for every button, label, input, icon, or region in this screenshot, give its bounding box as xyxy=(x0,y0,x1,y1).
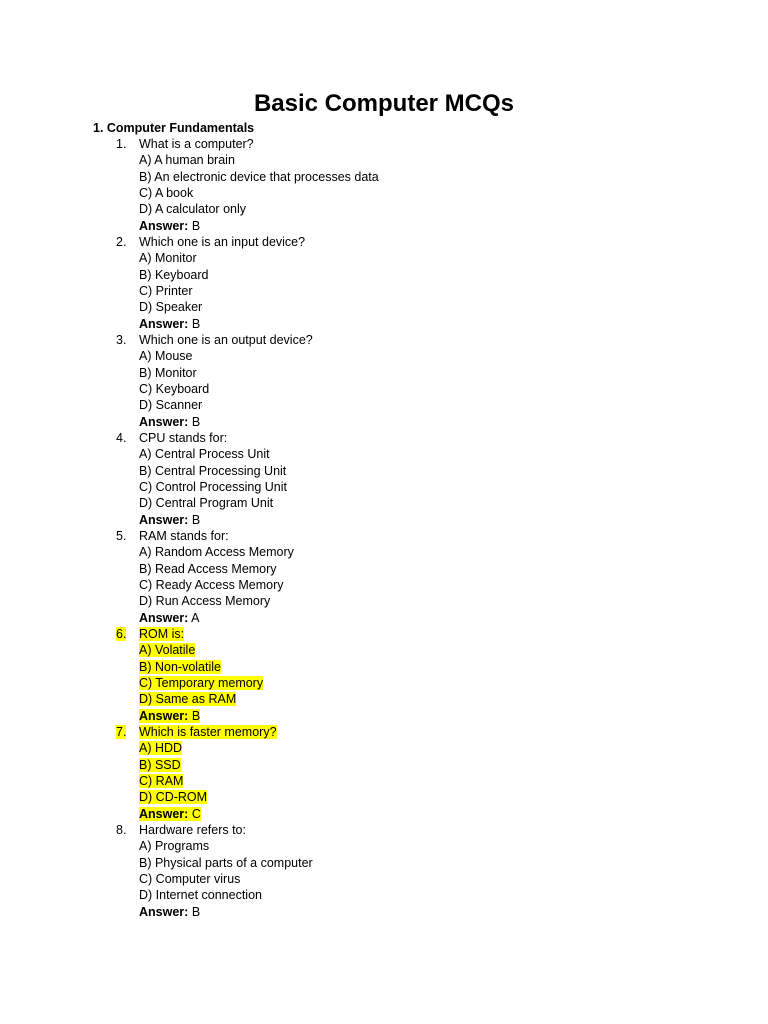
question-number-text: 2. xyxy=(116,235,127,249)
option-a xyxy=(139,152,235,168)
answer-value: B xyxy=(191,414,201,429)
option-text: C) Keyboard xyxy=(139,381,210,396)
question-text xyxy=(139,528,229,544)
question-number-text: 6. xyxy=(116,627,127,641)
question-item xyxy=(0,626,768,724)
option-text: A) HDD xyxy=(139,741,183,756)
option-d xyxy=(139,691,236,707)
option-b xyxy=(139,659,221,675)
question-text-content: Hardware refers to: xyxy=(139,823,246,837)
option-c xyxy=(139,577,283,593)
option-text: B) SSD xyxy=(139,757,181,772)
question-text-content: Which one is an output device? xyxy=(139,333,313,347)
question-number xyxy=(116,822,126,838)
question-item xyxy=(0,822,768,920)
answer-label: Answer: xyxy=(139,904,189,919)
option-b xyxy=(139,267,208,283)
question-number xyxy=(116,136,126,152)
answer-value: C xyxy=(191,806,201,821)
option-text: C) RAM xyxy=(139,773,184,788)
page-title: Basic Computer MCQs xyxy=(253,90,515,117)
answer-label: Answer: xyxy=(139,512,189,527)
option-a xyxy=(139,446,270,462)
option-b xyxy=(139,757,181,773)
option-text: D) Run Access Memory xyxy=(139,594,271,609)
option-d xyxy=(139,299,202,315)
question-number xyxy=(116,528,126,544)
option-text: D) Central Program Unit xyxy=(139,496,274,511)
option-text: B) Physical parts of a computer xyxy=(139,855,313,870)
question-text-content: ROM is: xyxy=(139,627,185,641)
question-number xyxy=(116,724,126,740)
question-text xyxy=(139,430,227,446)
option-c xyxy=(139,283,192,299)
option-b xyxy=(139,169,379,185)
answer-value: B xyxy=(191,512,201,527)
question-number-text: 1. xyxy=(116,137,127,151)
option-text: C) Temporary memory xyxy=(139,675,264,690)
option-text: B) Monitor xyxy=(139,365,197,380)
option-text: B) Central Processing Unit xyxy=(139,463,287,478)
option-a xyxy=(139,348,193,364)
question-text xyxy=(139,724,277,740)
answer-value: B xyxy=(191,218,201,233)
answer xyxy=(139,317,200,331)
option-text: A) A human brain xyxy=(139,153,235,168)
question-text xyxy=(139,822,246,838)
answer-label: Answer: xyxy=(139,316,189,331)
question-number-text: 4. xyxy=(116,431,127,445)
answer-line xyxy=(139,904,200,920)
question-number xyxy=(116,626,126,642)
option-text: C) Ready Access Memory xyxy=(139,577,284,592)
answer-value: B xyxy=(191,904,201,919)
question-number-text: 8. xyxy=(116,823,127,837)
option-c xyxy=(139,381,209,397)
option-text: B) An electronic device that processes data xyxy=(139,169,379,184)
question-list xyxy=(0,136,768,920)
question-text-content: Which is faster memory? xyxy=(139,725,277,739)
option-text: A) Central Process Unit xyxy=(139,447,270,462)
question-text-content: Which one is an input device? xyxy=(139,235,306,249)
option-text: A) Mouse xyxy=(139,349,193,364)
question-item xyxy=(0,234,768,332)
answer-label: Answer: xyxy=(139,218,189,233)
option-text: D) Same as RAM xyxy=(139,692,237,707)
option-text: D) Internet connection xyxy=(139,888,262,903)
option-b xyxy=(139,463,286,479)
option-text: B) Keyboard xyxy=(139,267,209,282)
answer xyxy=(139,807,201,821)
option-text: A) Random Access Memory xyxy=(139,545,294,560)
option-d xyxy=(139,201,246,217)
option-c xyxy=(139,479,287,495)
answer-line xyxy=(139,218,200,234)
option-text: D) Speaker xyxy=(139,300,203,315)
option-a xyxy=(139,250,197,266)
section-heading: 1. Computer Fundamentals xyxy=(93,121,255,135)
option-text: C) Printer xyxy=(139,283,193,298)
option-b xyxy=(139,365,197,381)
question-item xyxy=(0,430,768,528)
option-c xyxy=(139,675,263,691)
answer-line xyxy=(139,316,200,332)
question-text xyxy=(139,136,254,152)
option-b xyxy=(139,561,277,577)
option-c xyxy=(139,773,183,789)
option-b xyxy=(139,855,313,871)
option-text: D) A calculator only xyxy=(139,202,246,217)
option-a xyxy=(139,544,294,560)
answer xyxy=(139,905,200,919)
answer-value: B xyxy=(191,316,201,331)
option-d xyxy=(139,397,202,413)
question-number xyxy=(116,332,126,348)
answer-line xyxy=(139,708,200,724)
option-text: C) A book xyxy=(139,185,194,200)
question-text xyxy=(139,234,305,250)
question-text-content: RAM stands for: xyxy=(139,529,229,543)
option-d xyxy=(139,495,273,511)
answer xyxy=(139,513,200,527)
option-text: C) Control Processing Unit xyxy=(139,479,287,494)
option-d xyxy=(139,789,207,805)
question-number xyxy=(116,430,126,446)
option-text: A) Volatile xyxy=(139,643,196,658)
question-text xyxy=(139,626,184,642)
option-text: B) Read Access Memory xyxy=(139,561,277,576)
answer-line xyxy=(139,414,200,430)
answer xyxy=(139,611,199,625)
answer-label: Answer: xyxy=(139,610,189,625)
answer-label: Answer: xyxy=(139,806,189,821)
option-a xyxy=(139,838,209,854)
option-text: D) CD-ROM xyxy=(139,790,208,805)
option-text: D) Scanner xyxy=(139,398,203,413)
option-c xyxy=(139,185,193,201)
question-text xyxy=(139,332,313,348)
option-a xyxy=(139,740,182,756)
question-number xyxy=(116,234,126,250)
question-item xyxy=(0,136,768,234)
question-item xyxy=(0,528,768,626)
answer-label: Answer: xyxy=(139,414,189,429)
option-c xyxy=(139,871,240,887)
question-number-text: 5. xyxy=(116,529,127,543)
option-a xyxy=(139,642,195,658)
question-text-content: What is a computer? xyxy=(139,137,254,151)
answer-line xyxy=(139,512,200,528)
option-text: A) Monitor xyxy=(139,251,197,266)
answer-value: A xyxy=(191,610,200,625)
option-d xyxy=(139,887,262,903)
answer-value: B xyxy=(191,708,201,723)
option-text: B) Non-volatile xyxy=(139,659,221,674)
answer-line xyxy=(139,610,199,626)
answer xyxy=(139,219,200,233)
answer-label: Answer: xyxy=(139,708,189,723)
question-number-text: 7. xyxy=(116,725,127,739)
answer-line xyxy=(139,806,201,822)
answer xyxy=(139,415,200,429)
question-item xyxy=(0,724,768,822)
question-number-text: 3. xyxy=(116,333,127,347)
question-text-content: CPU stands for: xyxy=(139,431,228,445)
answer xyxy=(139,709,200,723)
option-text: C) Computer virus xyxy=(139,871,241,886)
question-item xyxy=(0,332,768,430)
option-text: A) Programs xyxy=(139,839,210,854)
option-d xyxy=(139,593,270,609)
